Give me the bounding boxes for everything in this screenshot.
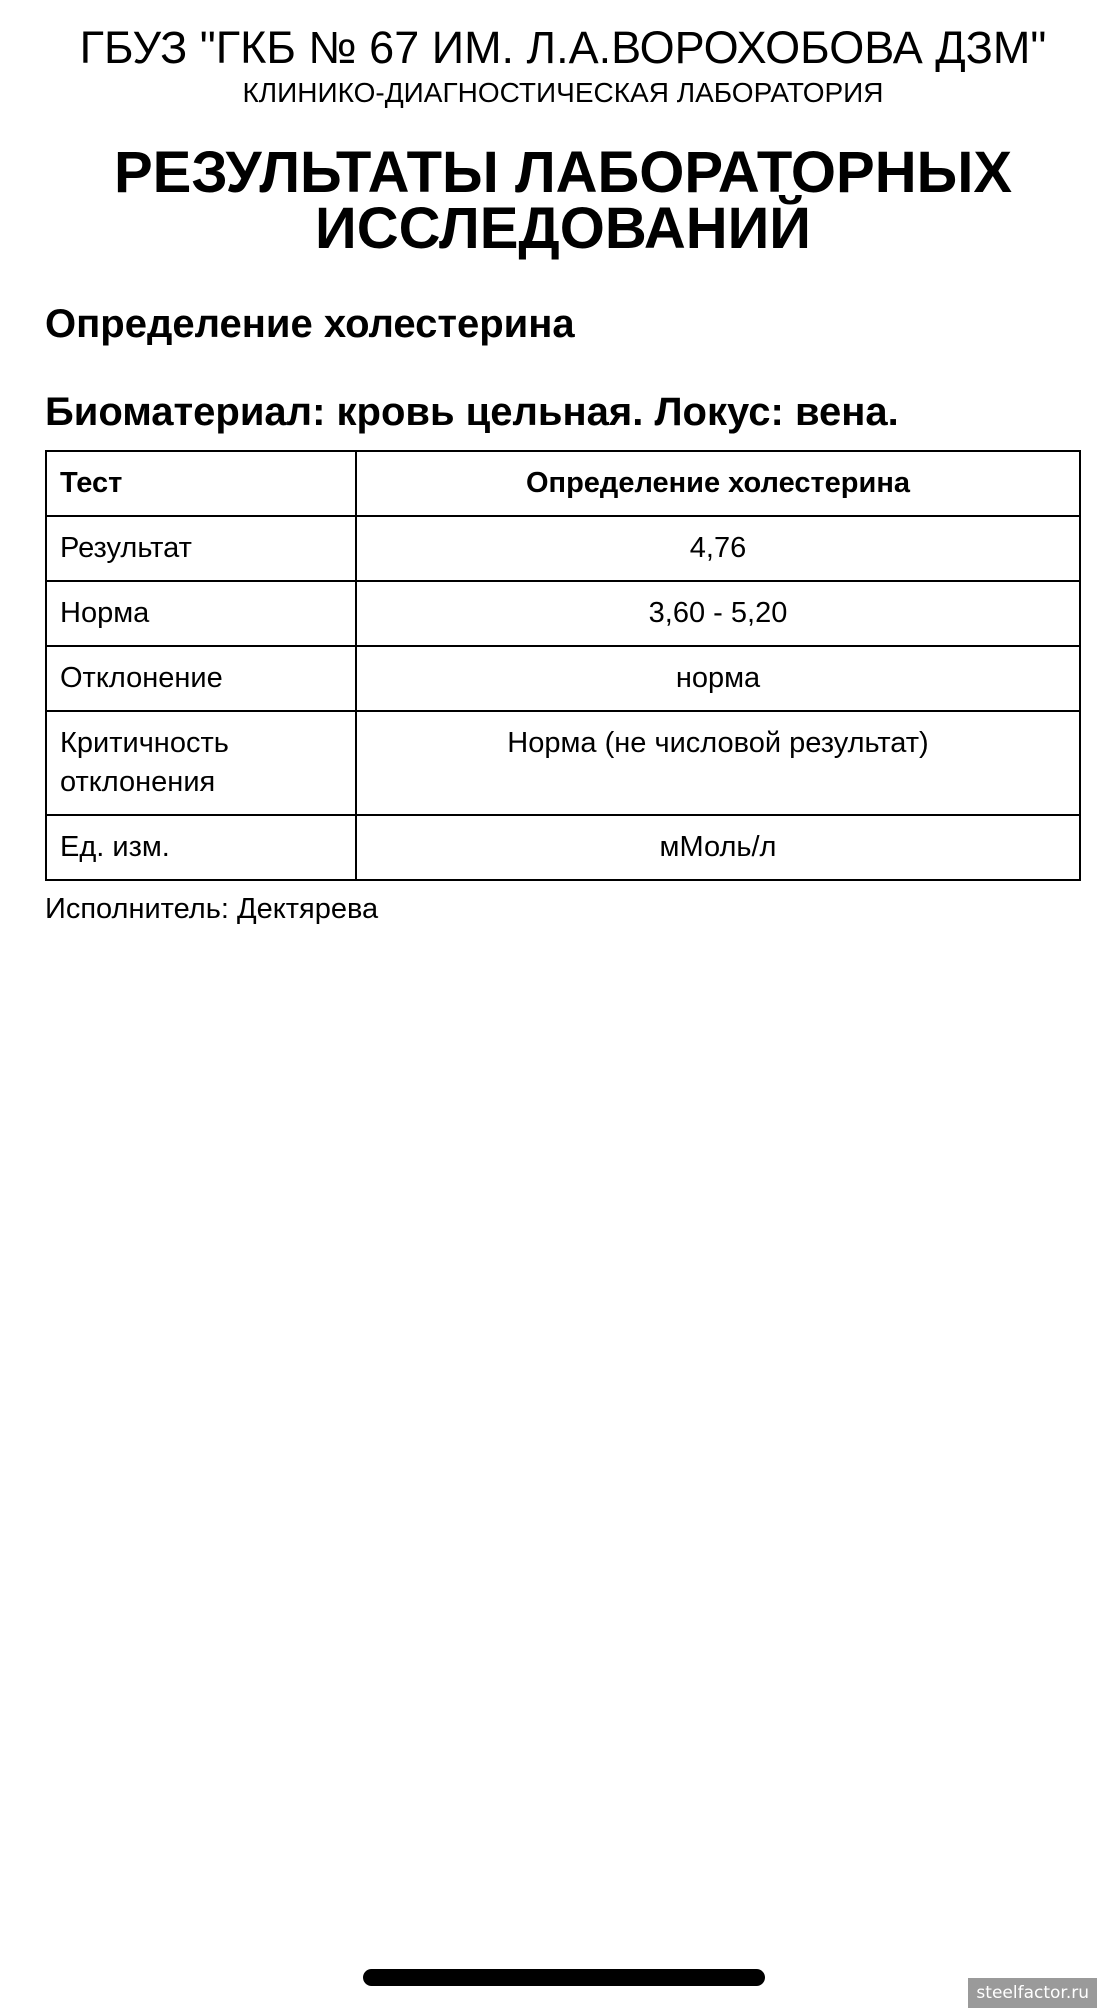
analysis-name: Определение холестерина <box>45 302 575 346</box>
results-table <box>45 450 1081 881</box>
row-label-unit: Ед. изм. <box>46 815 356 880</box>
home-indicator[interactable] <box>363 1969 765 1986</box>
table-row <box>46 711 1080 815</box>
table-row <box>46 646 1080 711</box>
row-label-criticality: Критичность отклонения <box>46 711 356 815</box>
table-row <box>46 516 1080 581</box>
executor-info: Исполнитель: Дектярева <box>45 893 379 925</box>
row-value-norm: 3,60 - 5,20 <box>356 581 1080 646</box>
organization-name: ГБУЗ "ГКБ № 67 ИМ. Л.А.ВОРОХОБОВА ДЗМ" <box>79 22 1047 73</box>
table-header-row <box>46 451 1080 516</box>
row-value-criticality: Норма (не числовой результат) <box>356 711 1080 815</box>
table-row <box>46 815 1080 880</box>
row-value-result: 4,76 <box>356 516 1080 581</box>
page-title-line-1: РЕЗУЛЬТАТЫ ЛАБОРАТОРНЫХ <box>113 140 1013 205</box>
laboratory-name: КЛИНИКО-ДИАГНОСТИЧЕСКАЯ ЛАБОРАТОРИЯ <box>242 77 884 108</box>
page-title <box>0 140 1097 261</box>
row-value-deviation: норма <box>356 646 1080 711</box>
watermark: steelfactor.ru <box>968 1978 1097 2008</box>
biomaterial-info: Биоматериал: кровь цельная. Локус: вена. <box>45 390 899 434</box>
header-label-cell: Тест <box>46 451 356 516</box>
row-label-result: Результат <box>46 516 356 581</box>
row-label-deviation: Отклонение <box>46 646 356 711</box>
table-row <box>46 581 1080 646</box>
row-label-norm: Норма <box>46 581 356 646</box>
page-title-line-2: ИССЛЕДОВАНИЙ <box>315 196 811 261</box>
row-value-unit: мМоль/л <box>356 815 1080 880</box>
header-value-cell: Определение холестерина <box>356 451 1080 516</box>
